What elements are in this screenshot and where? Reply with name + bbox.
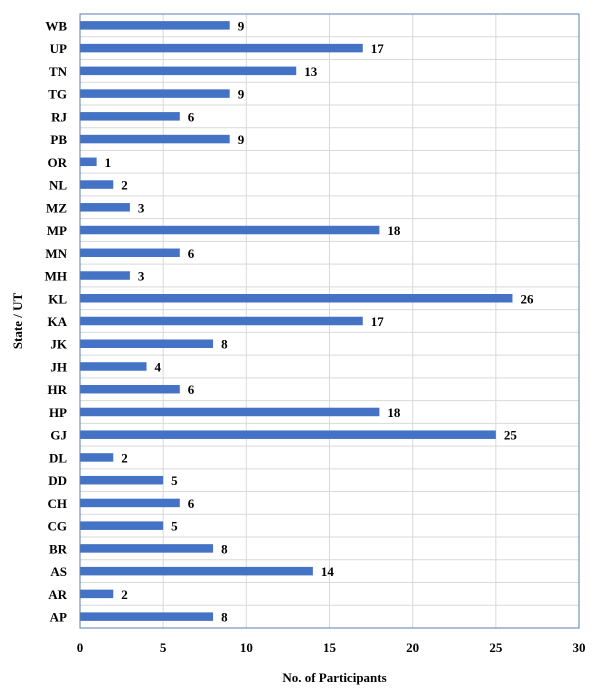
bar-ar [80,590,113,599]
data-label-as: 14 [320,564,334,580]
bar-tn [80,67,296,76]
bar-pb [80,135,230,144]
data-label-dl: 2 [121,450,128,466]
bar-or [80,158,97,167]
data-label-pb: 9 [237,132,245,148]
bar-kl [80,294,512,303]
data-label-tg: 9 [237,86,245,102]
data-label-nl: 2 [121,177,128,193]
data-label-hp: 18 [387,404,401,420]
x-tick-label: 10 [239,640,253,655]
y-tick-label-dl: DL [48,450,67,466]
y-tick-label-as: AS [50,564,67,580]
y-tick-label-tn: TN [48,63,67,79]
bar-ap [80,612,213,621]
x-tick-labels [77,640,586,655]
bar-dl [80,453,113,462]
data-label-hr: 6 [187,382,195,398]
y-tick-labels [45,18,68,624]
data-label-or: 1 [104,154,112,170]
data-label-mh: 3 [137,268,145,284]
data-label-jh: 4 [154,359,162,375]
bar-cg [80,521,163,530]
y-tick-label-wb: WB [45,18,67,34]
x-tick-label: 20 [406,640,420,655]
data-label-jk: 8 [221,336,228,352]
x-tick-label: 15 [323,640,336,655]
y-tick-label-ar: AR [48,586,67,602]
bar-jh [80,362,147,371]
data-label-ch: 6 [187,495,195,511]
bars [80,21,512,621]
data-label-mn: 6 [187,245,195,261]
data-label-ar: 2 [121,586,128,602]
data-label-tn: 13 [304,63,318,79]
data-label-kl: 26 [520,291,534,307]
bar-br [80,544,213,553]
x-axis-title: No. of Participants [282,670,387,685]
bar-ch [80,499,180,508]
bar-mn [80,249,180,258]
x-tick-label: 30 [572,640,586,655]
y-tick-label-mn: MN [45,245,67,261]
y-tick-label-ch: CH [47,495,67,511]
bar-ka [80,317,363,326]
y-tick-label-jh: JH [50,359,67,375]
y-tick-label-gj: GJ [50,427,67,443]
y-tick-label-up: UP [49,41,67,57]
bar-hp [80,408,379,417]
y-tick-label-nl: NL [48,177,67,193]
y-tick-label-pb: PB [50,132,67,148]
y-tick-label-mp: MP [46,223,67,239]
data-label-up: 17 [370,41,384,57]
y-tick-label-ka: KA [47,314,67,329]
x-tick-label: 0 [76,640,84,655]
y-tick-label-jk: JK [50,336,67,352]
y-tick-label-mh: MH [44,268,67,284]
bar-as [80,567,313,576]
data-label-gj: 25 [503,427,517,443]
y-tick-label-rj: RJ [51,109,67,125]
bar-jk [80,339,213,348]
data-label-ka: 17 [370,314,384,329]
bar-gj [80,430,496,439]
data-label-dd: 5 [171,473,178,489]
y-tick-label-or: OR [47,154,67,170]
data-label-mz: 3 [137,200,145,216]
bar-mp [80,226,379,235]
y-tick-label-kl: KL [48,291,67,307]
bar-rj [80,112,180,121]
bar-tg [80,89,230,98]
data-label-cg: 5 [171,518,178,534]
x-tick-label: 5 [159,640,167,655]
bar-hr [80,385,180,394]
x-tick-label: 25 [489,640,503,655]
bar-mh [80,271,130,280]
bar-dd [80,476,163,485]
y-tick-label-mz: MZ [46,200,67,216]
y-tick-label-cg: CG [47,518,67,534]
y-tick-label-hp: HP [48,404,67,420]
data-label-ap: 8 [221,609,228,625]
bar-mz [80,203,130,212]
y-tick-label-hr: HR [47,382,67,398]
data-label-wb: 9 [237,18,245,34]
y-tick-label-br: BR [48,541,67,557]
y-axis-title: State / UT [10,292,25,350]
y-tick-label-ap: AP [49,609,67,625]
data-label-br: 8 [221,541,228,557]
y-tick-label-tg: TG [48,86,67,102]
bar-nl [80,180,113,189]
data-label-mp: 18 [387,223,401,239]
bar-wb [80,21,230,30]
bar-up [80,44,363,53]
y-tick-label-dd: DD [48,473,67,489]
data-label-rj: 6 [187,109,195,125]
